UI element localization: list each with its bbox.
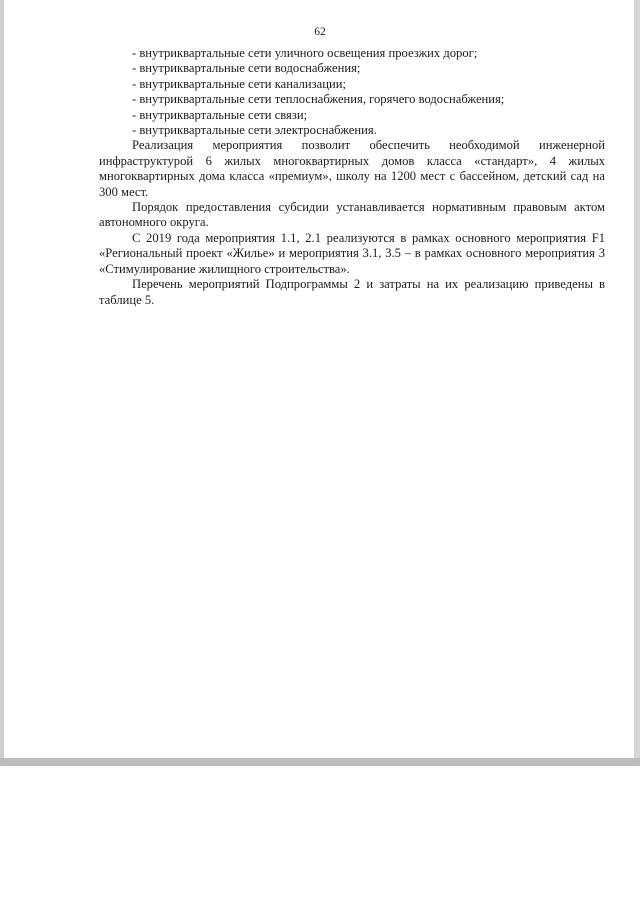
scan-edge-right xyxy=(634,0,640,764)
list-item: - внутриквартальные сети электроснабжения. xyxy=(132,123,377,138)
list-item: - внутриквартальные сети водоснабжения; xyxy=(132,61,361,76)
list-item: - внутриквартальные сети канализации; xyxy=(132,76,346,91)
document-body xyxy=(99,46,605,308)
paragraph-subsidy-procedure: Порядок предоставления субсидии устанавливается нормативным правовым актом автономного округа. xyxy=(99,200,605,230)
paragraph-2019-measures: С 2019 года мероприятия 1.1, 2.1 реализуются в рамках основного мероприятия F1 «Региональный проект «Жилье» и мероприятия 3.1, 3.5 – в рамках основного мероприятия 3 «Стимулирование жилищного строительства». xyxy=(99,230,605,276)
paragraph-table-reference: Перечень мероприятий Подпрограммы 2 и затраты на их реализацию приведены в таблице 5. xyxy=(99,277,605,307)
scan-edge-left xyxy=(0,0,4,764)
scan-edge-bottom xyxy=(0,758,640,766)
paragraph-implementation: Реализация мероприятия позволит обеспечить необходимой инженерной инфраструктурой 6 жилых многоквартирных домов класса «стандарт», 4 жилых многоквартирных дома класса «премиум», школу на 1200 мест с бассейном, детский сад на 300 мест. xyxy=(99,138,605,199)
list-item: - внутриквартальные сети теплоснабжения, горячего водоснабжения; xyxy=(132,92,505,107)
page-number: 62 xyxy=(314,26,326,38)
list-item: - внутриквартальные сети уличного освещения проезжих дорог; xyxy=(132,46,478,60)
list-item: - внутриквартальные сети связи; xyxy=(132,107,308,122)
